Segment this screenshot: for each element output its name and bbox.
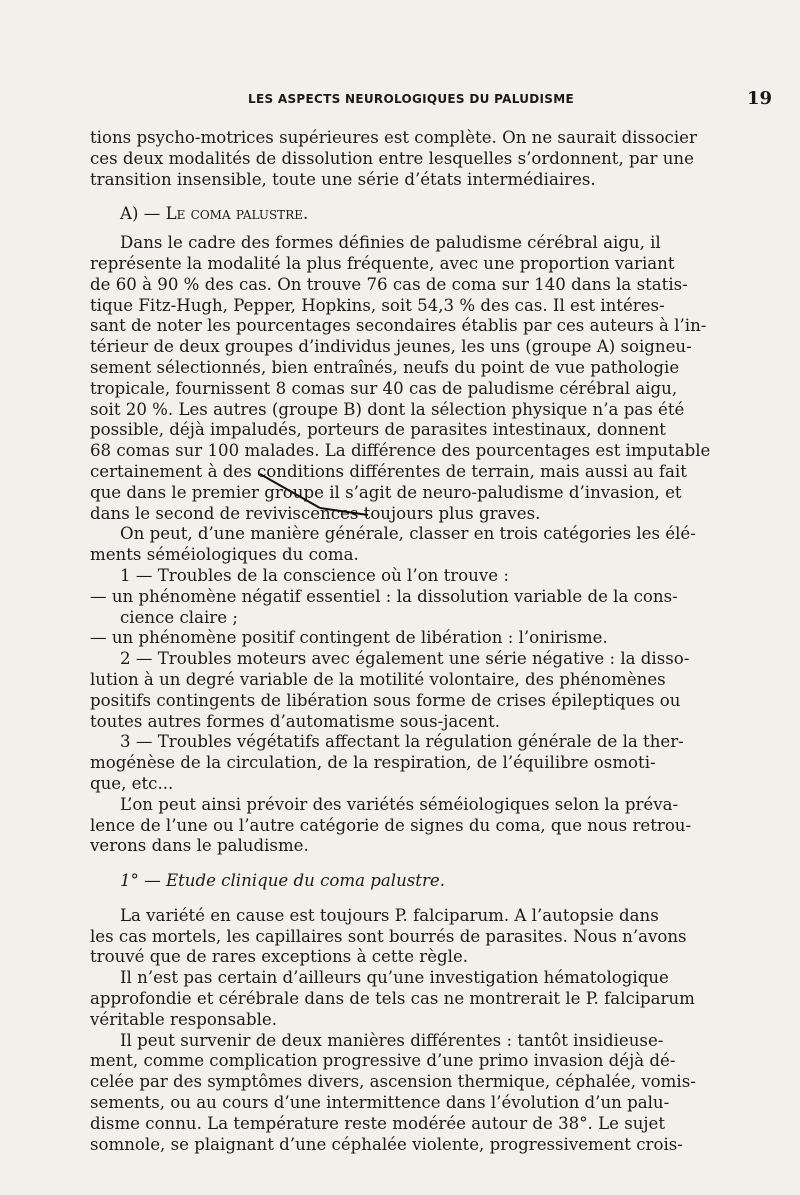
text-line: disme connu. La température reste modérée autour de 38°. Le sujet xyxy=(90,1113,666,1133)
body-text xyxy=(90,128,772,1155)
text-line: ment, comme complication progressive d’une primo invasion déjà dé- xyxy=(90,1051,676,1071)
text-line: cience claire ; xyxy=(120,607,238,627)
text-line: les cas mortels, les capillaires sont bourrés de parasites. Nous n’avons xyxy=(90,926,687,946)
text-line: somnole, se plaignant d’une céphalée violente, progressivement crois- xyxy=(90,1134,683,1154)
text-line: sements, ou au cours d’une intermittence dans l’évolution d’un palu- xyxy=(90,1093,670,1113)
text-line: 68 comas sur 100 malades. La différence des pourcentages est imputable xyxy=(90,441,711,461)
text-line: tions psycho-motrices supérieures est complète. On ne saurait dissocier xyxy=(90,128,697,147)
text-line: lence de l’une ou l’autre catégorie de signes du coma, que nous retrou- xyxy=(90,815,692,835)
text-line: possible, déjà impaludés, porteurs de parasites intestinaux, donnent xyxy=(90,420,666,440)
text-line: soit 20 %. Les autres (groupe B) dont la sélection physique n’a pas été xyxy=(90,399,685,419)
text-line: verons dans le paludisme. xyxy=(90,836,309,856)
text-line: de 60 à 90 % des cas. On trouve 76 cas de coma sur 140 dans la statis- xyxy=(90,274,688,294)
text-line: lution à un degré variable de la motilité volontaire, des phénomènes xyxy=(90,669,666,689)
list-item-2: 2 — Troubles moteurs avec également une série négative : la disso- xyxy=(120,649,690,669)
text-line: transition insensible, toute une série d’états intermédiaires. xyxy=(90,169,596,189)
text-line: approfondie et cérébrale dans de tels cas ne montrerait le P. falciparum xyxy=(90,989,695,1009)
text-line: mogénèse de la circulation, de la respiration, de l’équilibre osmoti- xyxy=(90,753,656,773)
text-line: ments séméiologiques du coma. xyxy=(90,545,359,565)
text-line: toutes autres formes d’automatisme sous-jacent. xyxy=(90,711,501,731)
list-item-3: 3 — Troubles végétatifs affectant la régulation générale de la ther- xyxy=(120,732,684,752)
text-line: tropicale, fournissent 8 comas sur 40 cas de paludisme cérébral aigu, xyxy=(90,378,678,398)
text-line: — un phénomène négatif essentiel : la dissolution variable de la cons- xyxy=(90,586,678,606)
text-line: ces deux modalités de dissolution entre lesquelles s’ordonnent, par une xyxy=(90,148,694,168)
text-line: trouvé que de rares exceptions à cette règle. xyxy=(90,947,469,967)
text-line: que, etc... xyxy=(90,773,174,793)
page-number: 19 xyxy=(746,88,772,109)
text-line: térieur de deux groupes d’individus jeunes, les uns (groupe A) soigneu- xyxy=(90,337,692,357)
text-line: L’on peut ainsi prévoir des variétés séméiologiques selon la préva- xyxy=(120,794,679,814)
handwritten-arrow-mark xyxy=(258,470,378,530)
list-item-1: 1 — Troubles de la conscience où l’on trouve : xyxy=(120,565,509,585)
text-line: Il peut survenir de deux manières différentes : tantôt insidieuse- xyxy=(120,1030,664,1050)
text-line: Il n’est pas certain d’ailleurs qu’une investigation hématologique xyxy=(120,968,669,988)
text-line: — un phénomène positif contingent de libération : l’onirisme. xyxy=(90,628,608,648)
running-title: LES ASPECTS NEUROLOGIQUES DU PALUDISME xyxy=(248,92,574,106)
text-line: que dans le premier groupe il s’agit de neuro-paludisme d’invasion, et xyxy=(90,482,682,502)
text-line: celée par des symptômes divers, ascension thermique, céphalée, vomis- xyxy=(90,1072,696,1092)
text-line: La variété en cause est toujours P. falciparum. A l’autopsie dans xyxy=(120,905,659,925)
text-line: Dans le cadre des formes définies de paludisme cérébral aigu, il xyxy=(120,233,661,253)
section-heading-coma-palustre: A) — Le coma palustre. xyxy=(120,204,309,224)
text-line: sement sélectionnés, bien entraînés, neufs du point de vue pathologie xyxy=(90,357,680,377)
text-line: sant de noter les pourcentages secondaires établis par ces auteurs à l’in- xyxy=(90,316,707,336)
text-line: représente la modalité la plus fréquente, avec une proportion variant xyxy=(90,253,675,273)
text-line: dans le second de reviviscences toujours plus graves. xyxy=(90,503,541,523)
text-line: certainement à des conditions différentes de terrain, mais aussi au fait xyxy=(90,461,687,481)
subsection-heading-etude-clinique: 1° — Etude clinique du coma palustre. xyxy=(120,871,445,891)
text-line: positifs contingents de libération sous forme de crises épileptiques ou xyxy=(90,690,681,710)
page-header xyxy=(90,90,772,108)
text-line: On peut, d’une manière générale, classer en trois catégories les élé- xyxy=(120,524,696,544)
text-line: véritable responsable. xyxy=(90,1009,278,1029)
text-line: tique Fitz-Hugh, Pepper, Hopkins, soit 54,3 % des cas. Il est intéres- xyxy=(90,295,665,315)
